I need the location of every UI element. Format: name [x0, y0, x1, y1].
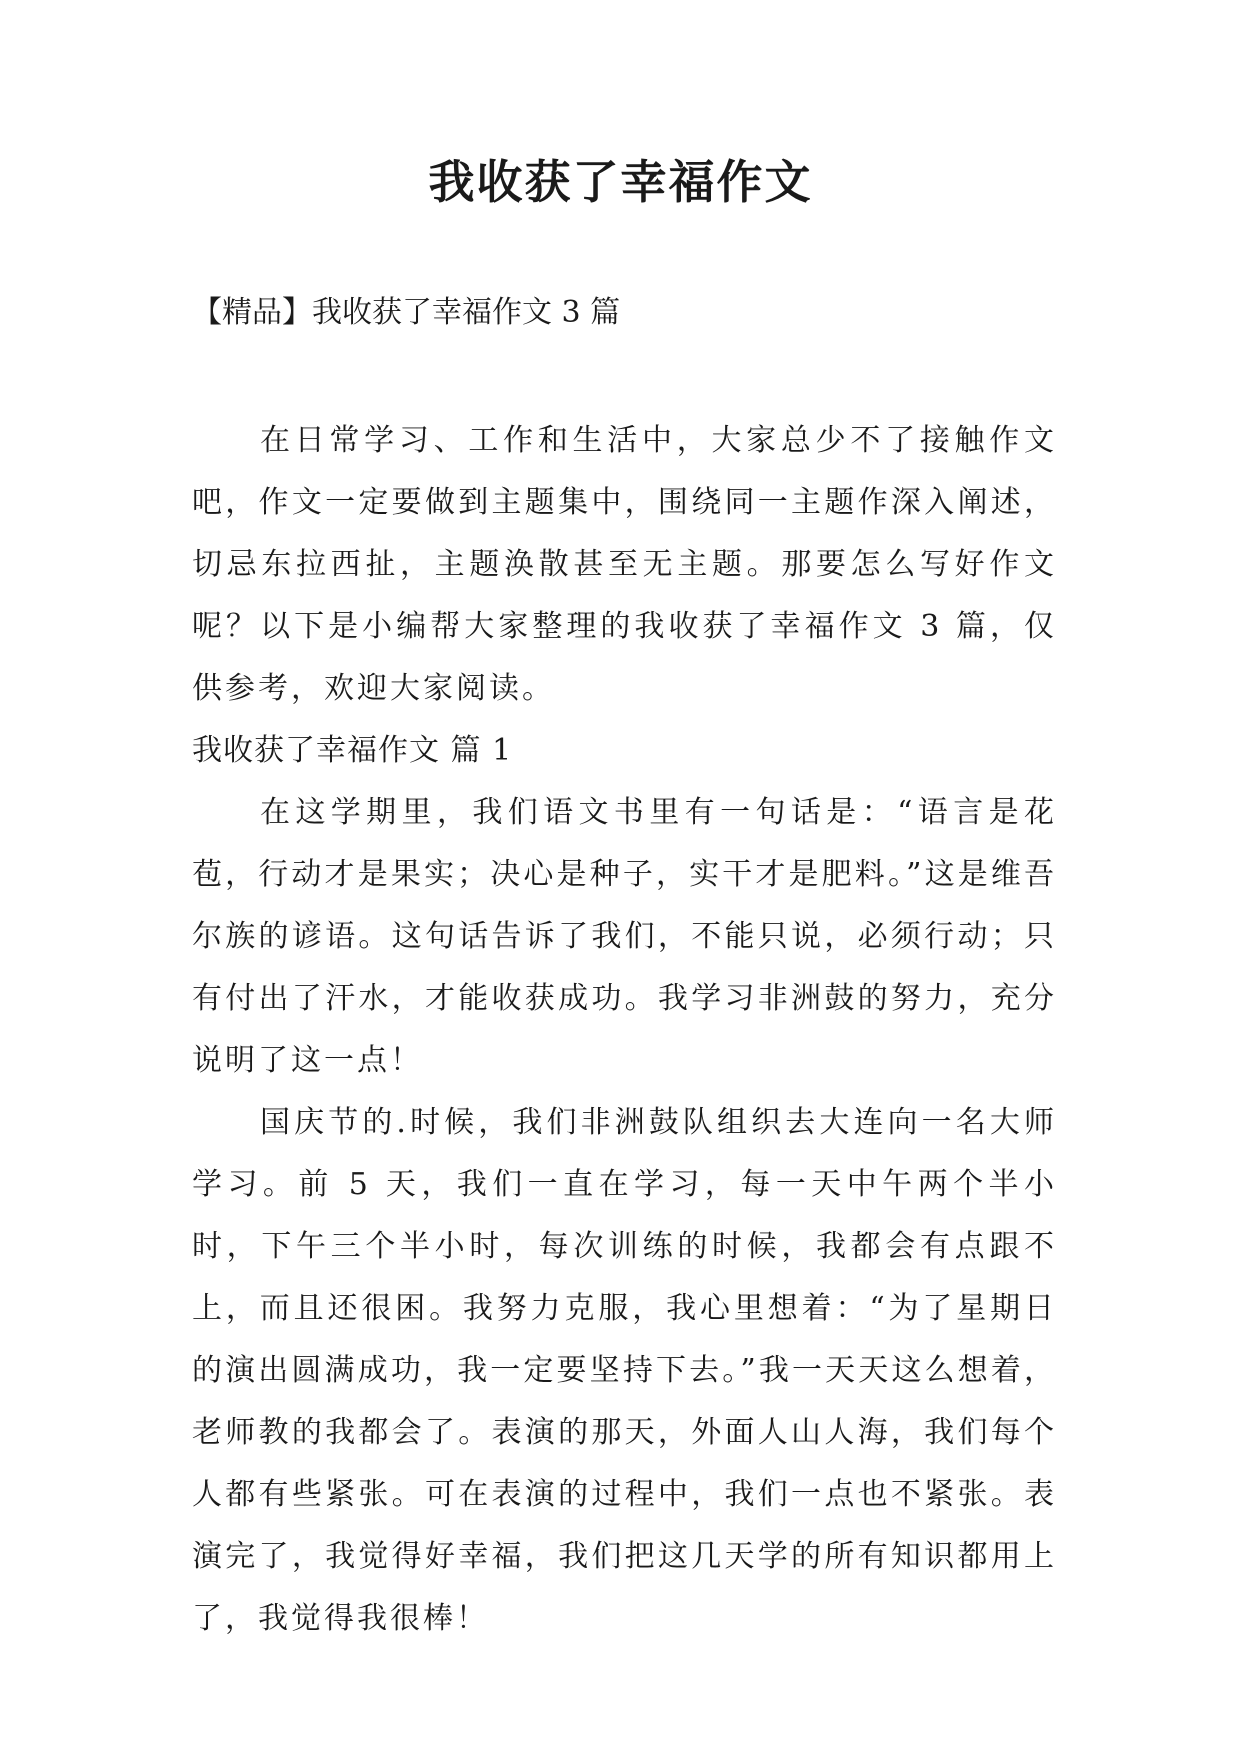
document-subtitle: 【精品】我收获了幸福作文 3 篇 [192, 295, 621, 330]
intro-paragraph: 在日常学习、工作和生活中，大家总少不了接触作文吧，作文一定要做到主题集中，围绕同一主题作深入阐述，切忌东拉西扯，主题涣散甚至无主题。那要怎么写好作文呢？以下是小编帮大家整理的我收获了幸福作文 3 篇，仅供参考，欢迎大家阅读。 [192, 423, 1057, 706]
body-paragraph: 国庆节的.时候，我们非洲鼓队组织去大连向一名大师学习。前 5 天，我们一直在学习，每一天中午两个半小时，下午三个半小时，每次训练的时候，我都会有点跟不上，而且还很困。我努力克服，我心里想着：“为了星期日的演出圆满成功，我一定要坚持下去。”我一天天这么想着，老师教的我都会了。表演的那天，外面人山人海，我们每个人都有些紧张。可在表演的过程中，我们一点也不紧张。表演完了，我觉得好幸福，我们把这几天学的所有知识都用上了，我觉得我很棒！ [192, 1105, 1057, 1636]
section-heading: 我收获了幸福作文 篇 1 [192, 733, 513, 768]
document-body [192, 410, 1057, 1650]
body-paragraph: 在这学期里，我们语文书里有一句话是：“语言是花苞，行动才是果实；决心是种子，实干才是肥料。”这是维吾尔族的谚语。这句话告诉了我们，不能只说，必须行动；只有付出了汗水，才能收获成功。我学习非洲鼓的努力，充分说明了这一点！ [192, 795, 1057, 1078]
document-title: 我收获了幸福作文 [428, 155, 813, 209]
